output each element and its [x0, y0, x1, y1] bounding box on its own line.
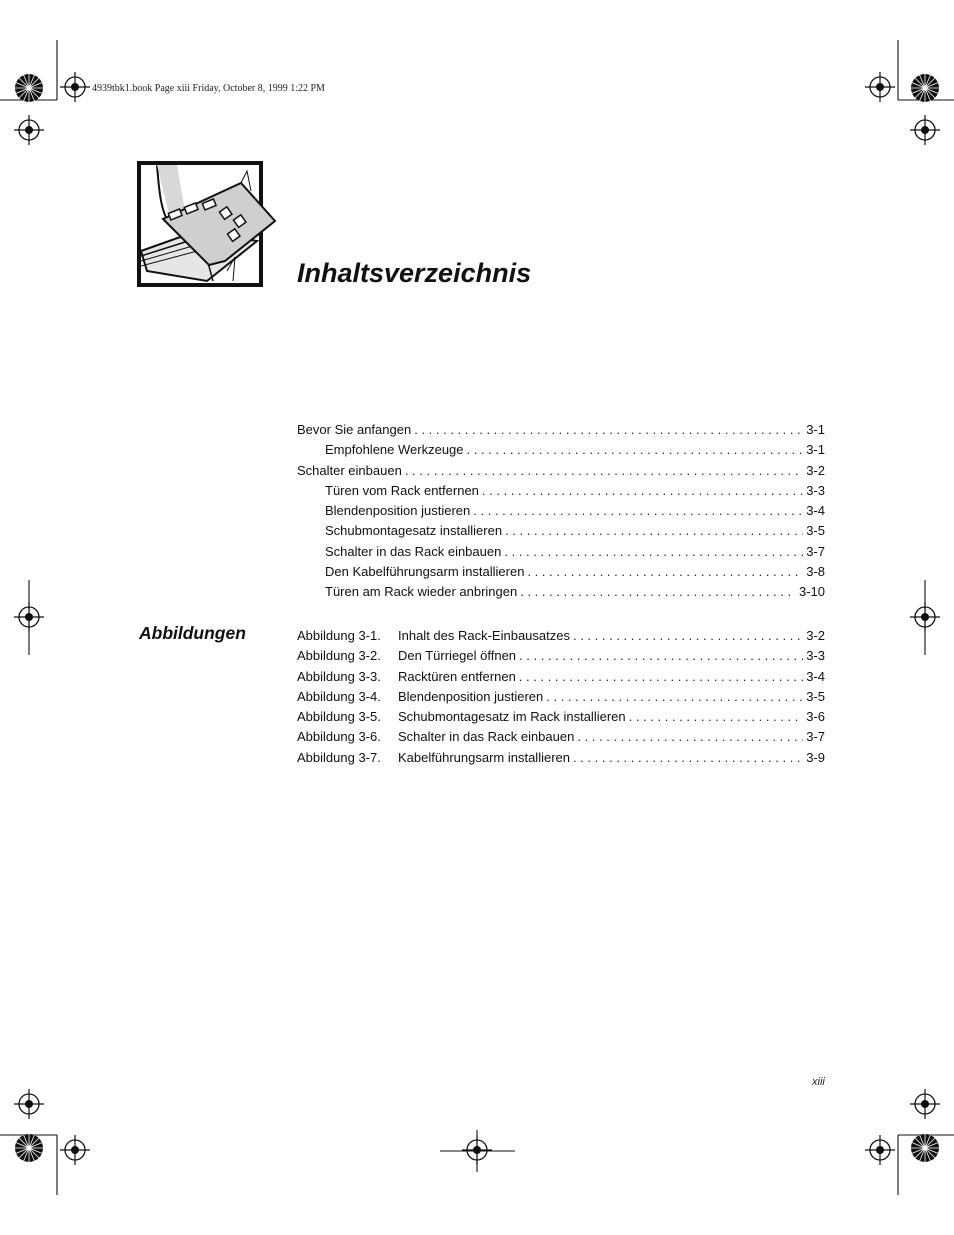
toc-entry-label: Den Kabelführungsarm installieren — [325, 564, 525, 580]
dot-leader — [504, 542, 803, 562]
figure-entry — [297, 748, 825, 768]
toc-entry-page: 3-5 — [806, 523, 825, 539]
toc-entry — [297, 440, 825, 460]
dot-leader — [527, 562, 803, 582]
figure-label: Racktüren entfernen — [398, 668, 516, 684]
dot-leader — [629, 707, 804, 727]
toc-entry-page: 3-10 — [798, 584, 825, 600]
figure-entry — [297, 727, 825, 747]
figure-page: 3-5 — [806, 688, 825, 704]
figure-page: 3-4 — [806, 668, 825, 684]
registration-mark-icon — [14, 1089, 44, 1119]
figure-number: Abbildung 3-1. — [297, 628, 381, 643]
registration-mark-icon — [15, 74, 43, 102]
dot-leader — [519, 667, 803, 687]
dot-leader — [414, 420, 803, 440]
figure-entry — [297, 667, 825, 687]
page-number: xiii — [812, 1076, 825, 1088]
toc-entry-label: Schalter einbauen — [297, 462, 402, 478]
toc-entry — [297, 582, 825, 602]
toc-entry — [297, 481, 825, 501]
registration-mark-icon — [60, 1135, 90, 1165]
figure-label: Blendenposition justieren — [398, 688, 544, 704]
registration-mark-icon — [911, 74, 939, 102]
dot-leader — [577, 727, 803, 747]
dot-leader — [519, 646, 803, 666]
figure-page: 3-7 — [806, 729, 825, 745]
toc-entry-label: Schubmontagesatz installieren — [325, 523, 503, 539]
figure-label: Kabelführungsarm installieren — [398, 749, 570, 765]
registration-mark-icon — [14, 115, 44, 145]
dot-leader — [573, 626, 803, 646]
contents-list — [297, 420, 825, 603]
registration-mark-icon — [865, 1135, 895, 1165]
figure-number: Abbildung 3-3. — [297, 668, 381, 684]
figure-label: Schubmontagesatz im Rack installieren — [398, 709, 626, 725]
figure-entry — [297, 707, 825, 727]
toc-entry — [297, 461, 825, 481]
figure-number: Abbildung 3-4. — [297, 688, 381, 704]
registration-mark-icon — [910, 115, 940, 145]
figure-label: Inhalt des Rack-Einbausatzes — [398, 628, 570, 643]
registration-mark-icon — [15, 1134, 43, 1162]
page-title: Inhaltsverzeichnis — [297, 258, 532, 288]
toc-entry-page: 3-2 — [806, 462, 825, 478]
toc-entry-label: Bevor Sie anfangen — [297, 422, 412, 437]
figures-heading: Abbildungen — [139, 623, 246, 643]
dot-leader — [467, 440, 804, 460]
registration-mark-icon — [910, 1089, 940, 1119]
figure-label: Den Türriegel öffnen — [398, 648, 517, 664]
figure-number: Abbildung 3-7. — [297, 749, 381, 765]
dot-leader — [505, 521, 803, 541]
registration-mark-icon — [911, 1134, 939, 1162]
figure-number: Abbildung 3-6. — [297, 729, 381, 745]
dot-leader — [546, 687, 803, 707]
figure-page: 3-9 — [806, 749, 825, 765]
dot-leader — [520, 582, 796, 602]
figure-page: 3-2 — [806, 628, 825, 643]
toc-entry — [297, 501, 825, 521]
registration-mark-icon — [910, 602, 940, 632]
toc-entry-label: Türen vom Rack entfernen — [325, 482, 479, 498]
dot-leader — [482, 481, 803, 501]
figure-page: 3-3 — [806, 648, 825, 664]
toc-entry-page: 3-7 — [806, 543, 825, 559]
figure-entry — [297, 626, 825, 646]
figures-list — [297, 626, 825, 768]
toc-entry-page: 3-4 — [806, 503, 825, 519]
toc-entry-page: 3-3 — [806, 482, 825, 498]
figure-number: Abbildung 3-5. — [297, 709, 381, 725]
figure-label: Schalter in das Rack einbauen — [398, 729, 575, 745]
toc-entry-label: Schalter in das Rack einbauen — [325, 543, 502, 559]
toc-entry-label: Türen am Rack wieder anbringen — [325, 584, 518, 600]
toc-entry-page: 3-8 — [806, 564, 825, 580]
figure-entry — [297, 646, 825, 666]
toc-entry — [297, 420, 825, 440]
toc-entry-page: 3-1 — [806, 442, 825, 458]
dot-leader — [573, 748, 803, 768]
toc-entry-label: Blendenposition justieren — [325, 503, 471, 519]
figure-number: Abbildung 3-2. — [297, 648, 381, 664]
toc-entry — [297, 562, 825, 582]
toc-entry — [297, 542, 825, 562]
print-header: 4939tbk1.book Page xiii Friday, October 8, 1999 1:22 PM — [92, 83, 325, 94]
toc-entry — [297, 521, 825, 541]
toc-entry-page: 3-1 — [806, 422, 825, 437]
figure-page: 3-6 — [806, 709, 825, 725]
dot-leader — [405, 461, 803, 481]
registration-mark-icon — [60, 72, 90, 102]
registration-mark-icon — [865, 72, 895, 102]
book-and-card-icon — [137, 161, 279, 291]
dot-leader — [473, 501, 803, 521]
figure-entry — [297, 687, 825, 707]
toc-entry-label: Empfohlene Werkzeuge — [325, 442, 464, 458]
registration-mark-icon — [14, 602, 44, 632]
